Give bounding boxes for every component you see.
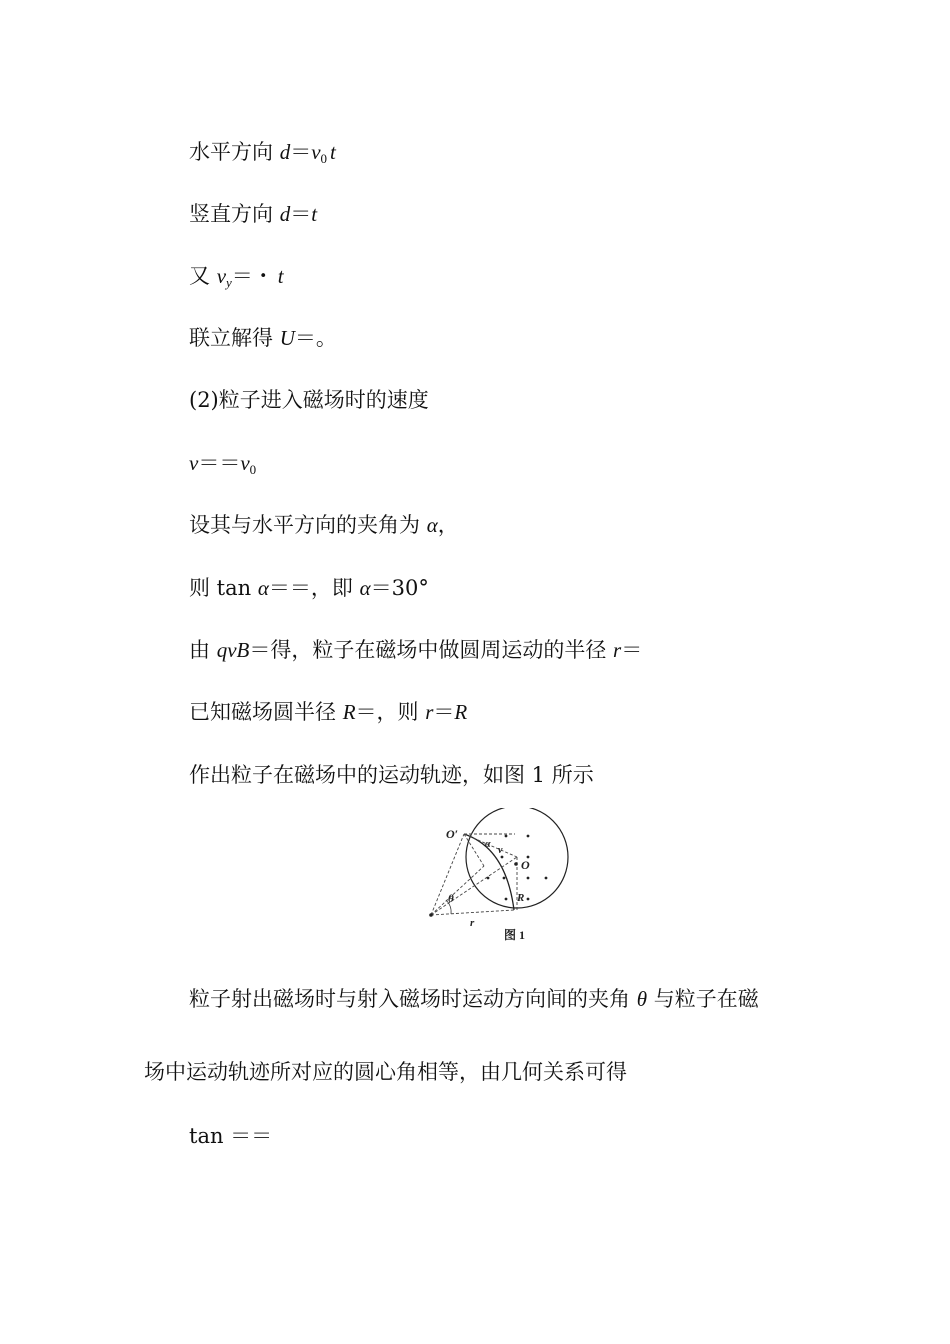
text: 与粒子在磁	[647, 987, 759, 1011]
equals: ＝。	[294, 326, 337, 350]
text-line-part2	[189, 386, 429, 414]
var-v: v	[311, 140, 321, 164]
text: 作出粒子在磁场中的运动轨迹，如图 1 所示	[189, 763, 594, 787]
text: ＝30°	[370, 576, 429, 600]
center-dot	[514, 862, 518, 866]
equals: ＝	[290, 140, 312, 164]
text: ＝，则	[355, 700, 426, 724]
equals: ＝	[290, 202, 312, 226]
text: ＝＝，即	[268, 576, 360, 600]
subscript: 0	[249, 462, 257, 477]
var-R: R	[342, 700, 356, 724]
figure-caption: 图 1	[504, 928, 526, 942]
text: 竖直方向	[189, 202, 280, 226]
text: 设其与水平方向的夹角为	[189, 513, 427, 537]
text-line-velocity	[189, 449, 256, 484]
text-line-conclusion-1	[189, 985, 759, 1013]
text: 水平方向	[189, 140, 280, 164]
vertex-dot	[429, 913, 433, 917]
label-o-prime: O′	[445, 827, 458, 841]
field-dot	[501, 856, 504, 859]
dashed-line	[431, 866, 484, 915]
text: tan ＝＝	[189, 1124, 273, 1148]
label-theta: θ	[448, 893, 454, 905]
equals: ＝＝	[198, 451, 241, 475]
text-line-tan-alpha	[189, 574, 429, 602]
var-v: v	[189, 451, 199, 475]
text-line-vy	[189, 262, 284, 297]
var-v: v	[240, 451, 250, 475]
text: 由	[189, 638, 217, 662]
text-line-solve-u	[189, 324, 337, 352]
text-line-vertical	[189, 200, 317, 228]
var-d: d	[279, 202, 291, 226]
field-dot	[487, 877, 490, 880]
text: ＝得，粒子在磁场中做圆周运动的半径	[249, 638, 614, 662]
text-line-known-radius	[189, 698, 467, 726]
label-r-lower: r	[470, 917, 475, 929]
var-v: v	[216, 264, 227, 288]
var-t: t	[311, 202, 318, 226]
equals: ＝	[433, 700, 455, 724]
text: 又	[189, 264, 217, 288]
field-dot	[503, 877, 506, 880]
var-qvB: qvB	[216, 638, 250, 662]
text-line-horizontal	[189, 138, 336, 173]
var-alpha: α	[359, 576, 371, 600]
equals: ＝	[621, 638, 643, 662]
label-v: v	[498, 845, 503, 856]
field-dot	[527, 898, 530, 901]
var-d: d	[279, 140, 291, 164]
text: ，	[437, 513, 459, 537]
label-alpha: α	[485, 839, 491, 850]
dashed-line	[431, 910, 514, 915]
var-t: t	[330, 140, 336, 164]
field-dot	[505, 898, 508, 901]
label-r-upper: R	[517, 892, 525, 904]
text-line-conclusion-2	[144, 1058, 627, 1086]
var-theta: θ	[636, 987, 648, 1011]
label-o: O	[521, 858, 530, 872]
equals: ＝・	[231, 264, 274, 288]
text: 场中运动轨迹所对应的圆心角相等，由几何关系可得	[144, 1060, 627, 1084]
text: 联立解得	[189, 326, 280, 350]
text-line-tan	[189, 1122, 272, 1150]
var-alpha: α	[257, 576, 269, 600]
trajectory-figure	[424, 808, 584, 946]
text: 则 tan	[189, 576, 258, 600]
var-alpha: α	[426, 513, 438, 537]
var-r: r	[425, 700, 434, 724]
text-line-radius	[189, 636, 642, 664]
var-R: R	[454, 700, 468, 724]
var-U: U	[279, 326, 295, 350]
field-dot	[527, 835, 530, 838]
text: 粒子射出磁场时与射入磁场时运动方向间的夹角	[189, 987, 637, 1011]
subscript: y	[226, 275, 232, 290]
text-line-angle	[189, 511, 459, 539]
text-line-trajectory	[189, 761, 594, 789]
var-t: t	[277, 264, 284, 288]
field-dot	[527, 877, 530, 880]
text: 已知磁场圆半径	[189, 700, 343, 724]
field-dot	[545, 877, 548, 880]
var-r: r	[613, 638, 622, 662]
text: (2)粒子进入磁场时的速度	[189, 388, 429, 412]
field-dot	[505, 835, 508, 838]
subscript: 0	[320, 151, 328, 166]
